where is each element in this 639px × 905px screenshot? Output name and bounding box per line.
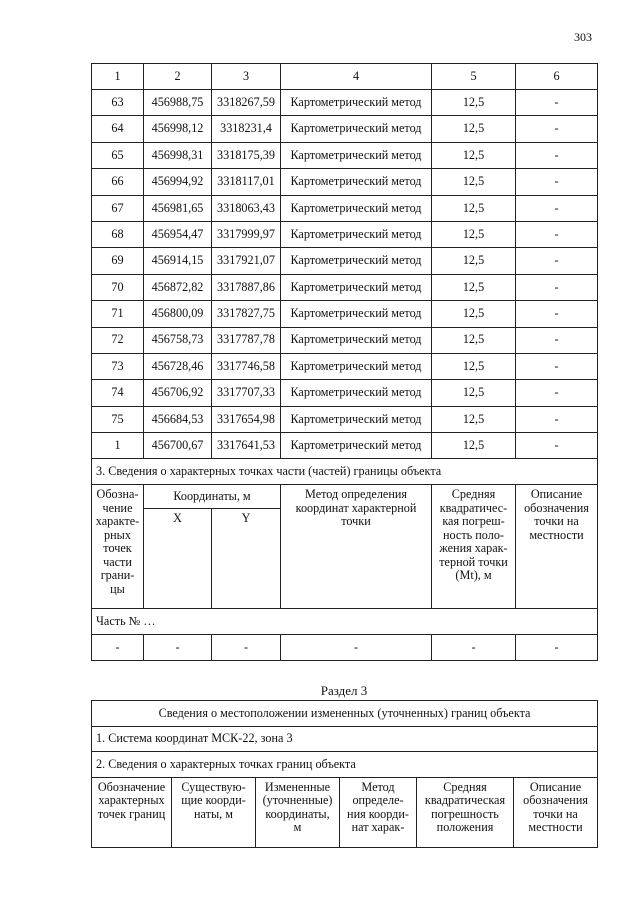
empty-cell: - (516, 635, 598, 661)
empty-cell: - (281, 635, 432, 661)
table-cell: - (516, 433, 598, 459)
table-cell: 12,5 (432, 406, 516, 432)
table-cell: 12,5 (432, 221, 516, 247)
table-cell: 3317827,75 (212, 301, 281, 327)
col-number-cell: 4 (281, 64, 432, 90)
table-cell: - (516, 274, 598, 300)
table-cell: 456728,46 (144, 353, 212, 379)
table-cell: 12,5 (432, 116, 516, 142)
table-cell: 1 (92, 433, 144, 459)
table-cell: 456994,92 (144, 169, 212, 195)
column-numbers-row (92, 64, 598, 90)
table-cell: 456706,92 (144, 380, 212, 406)
coordinates-header: Координаты, м (144, 485, 281, 508)
table-cell: 12,5 (432, 274, 516, 300)
columns-header-row (92, 777, 598, 847)
designation-header: Обозначение характерных точек границ (92, 777, 172, 847)
part-header-row (92, 485, 598, 508)
accuracy-header: Средняя квадратическая погрешность положения (417, 777, 514, 847)
section3-title: 3. Сведения о характерных точках части (частей) границы объекта (92, 459, 598, 485)
existing-coordinates-header: Существую- щие коорди- наты, м (172, 777, 256, 847)
table-cell: - (516, 142, 598, 168)
table-cell: 3317921,07 (212, 248, 281, 274)
y-header: Y (212, 508, 281, 609)
table-cell: - (516, 380, 598, 406)
table-cell: 75 (92, 406, 144, 432)
description-header: Описание обозначения точки на местности (516, 485, 598, 609)
table-cell: 12,5 (432, 301, 516, 327)
col-number-cell: 6 (516, 64, 598, 90)
table-cell: Картометрический метод (281, 433, 432, 459)
table-cell: Картометрический метод (281, 116, 432, 142)
table-cell: 12,5 (432, 380, 516, 406)
table-row (92, 274, 598, 300)
table-cell: 3317654,98 (212, 406, 281, 432)
table-cell: 456758,73 (144, 327, 212, 353)
empty-cell: - (432, 635, 516, 661)
table-cell: 12,5 (432, 248, 516, 274)
table-cell: Картометрический метод (281, 406, 432, 432)
part-label: Часть № … (92, 609, 598, 635)
table-cell: Картометрический метод (281, 195, 432, 221)
table-row (92, 169, 598, 195)
table-cell: 3318231,4 (212, 116, 281, 142)
table-row (92, 195, 598, 221)
designation-header: Обозна- чение характе- рных точек части грани- цы (92, 485, 144, 609)
table-cell: 3318175,39 (212, 142, 281, 168)
col-number-cell: 2 (144, 64, 212, 90)
x-header: X (144, 508, 212, 609)
table-cell: 67 (92, 195, 144, 221)
table-cell: 456914,15 (144, 248, 212, 274)
table-cell: - (516, 90, 598, 116)
section-title: Раздел 3 (320, 683, 368, 698)
description-header: Описание обозначения точки на местности (514, 777, 598, 847)
table-cell: 64 (92, 116, 144, 142)
page-number: 303 (574, 30, 592, 44)
table-row (92, 406, 598, 432)
table-cell: 74 (92, 380, 144, 406)
boundary-points-table (91, 63, 598, 661)
table-cell: 3318267,59 (212, 90, 281, 116)
table-cell: 3317641,53 (212, 433, 281, 459)
table-cell: 456800,09 (144, 301, 212, 327)
table-row (92, 433, 598, 459)
table-cell: 73 (92, 353, 144, 379)
table-cell: Картометрический метод (281, 380, 432, 406)
table-cell: Картометрический метод (281, 301, 432, 327)
table-cell: 3317707,33 (212, 380, 281, 406)
coord-system-row (92, 726, 598, 752)
table-cell: Картометрический метод (281, 353, 432, 379)
changed-boundaries-table (91, 700, 598, 848)
method-header: Метод определения координат характерной точки (281, 485, 432, 609)
table-cell: Картометрический метод (281, 142, 432, 168)
table-cell: 3317999,97 (212, 221, 281, 247)
table-cell: 12,5 (432, 90, 516, 116)
table-cell: 3317746,58 (212, 353, 281, 379)
heading-row (92, 701, 598, 727)
table-row (92, 248, 598, 274)
table-cell: 68 (92, 221, 144, 247)
table-cell: 72 (92, 327, 144, 353)
table-cell: 456981,65 (144, 195, 212, 221)
table-cell: 3317887,86 (212, 274, 281, 300)
table-cell: Картометрический метод (281, 248, 432, 274)
empty-cell: - (144, 635, 212, 661)
table-cell: 3318063,43 (212, 195, 281, 221)
table-cell: 456988,75 (144, 90, 212, 116)
table-cell: - (516, 116, 598, 142)
table-row (92, 380, 598, 406)
section-heading: Сведения о местоположении измененных (уточненных) границ объекта (92, 701, 598, 727)
table-cell: 70 (92, 274, 144, 300)
accuracy-header: Средняя квадратичес- кая погреш- ность поло- жения харак- терной точки (Mt), м (432, 485, 516, 609)
table-cell: 12,5 (432, 327, 516, 353)
coord-system-line: 1. Система координат МСК-22, зона 3 (92, 726, 598, 752)
table-row (92, 327, 598, 353)
table-cell: 3318117,01 (212, 169, 281, 195)
table-cell: Картометрический метод (281, 221, 432, 247)
table-cell: Картометрический метод (281, 169, 432, 195)
table-cell: Картометрический метод (281, 274, 432, 300)
table-cell: - (516, 301, 598, 327)
table-cell: - (516, 248, 598, 274)
table-cell: 69 (92, 248, 144, 274)
table-cell: 456998,12 (144, 116, 212, 142)
points-info-line: 2. Сведения о характерных точках границ объекта (92, 752, 598, 778)
table-cell: 456998,31 (144, 142, 212, 168)
table-row (92, 90, 598, 116)
table-cell: Картометрический метод (281, 327, 432, 353)
table-row (92, 116, 598, 142)
table-row (92, 353, 598, 379)
table-cell: - (516, 195, 598, 221)
table-cell: - (516, 327, 598, 353)
table-cell: 66 (92, 169, 144, 195)
table-cell: 456700,67 (144, 433, 212, 459)
changed-coordinates-header: Измененные (уточненные) координаты, м (256, 777, 340, 847)
table-cell: 12,5 (432, 353, 516, 379)
table-cell: - (516, 221, 598, 247)
section3-title-row (92, 459, 598, 485)
table-cell: 12,5 (432, 142, 516, 168)
part-label-row (92, 609, 598, 635)
table-cell: 456684,53 (144, 406, 212, 432)
table-cell: - (516, 353, 598, 379)
col-number-cell: 5 (432, 64, 516, 90)
table-cell: 12,5 (432, 169, 516, 195)
table-cell: - (516, 169, 598, 195)
table-cell: 63 (92, 90, 144, 116)
table-cell: 12,5 (432, 433, 516, 459)
table-cell: - (516, 406, 598, 432)
table-row (92, 301, 598, 327)
table-cell: 456954,47 (144, 221, 212, 247)
table-cell: 3317787,78 (212, 327, 281, 353)
table-row (92, 142, 598, 168)
empty-cell: - (212, 635, 281, 661)
table-cell: 71 (92, 301, 144, 327)
table-cell: 12,5 (432, 195, 516, 221)
col-number-cell: 3 (212, 64, 281, 90)
empty-cell: - (92, 635, 144, 661)
table-row (92, 221, 598, 247)
col-number-cell: 1 (92, 64, 144, 90)
table-cell: Картометрический метод (281, 90, 432, 116)
table-cell: 456872,82 (144, 274, 212, 300)
table-cell: 65 (92, 142, 144, 168)
empty-row (92, 635, 598, 661)
points-info-row (92, 752, 598, 778)
method-header: Метод определе- ния коорди- нат харак- (340, 777, 417, 847)
